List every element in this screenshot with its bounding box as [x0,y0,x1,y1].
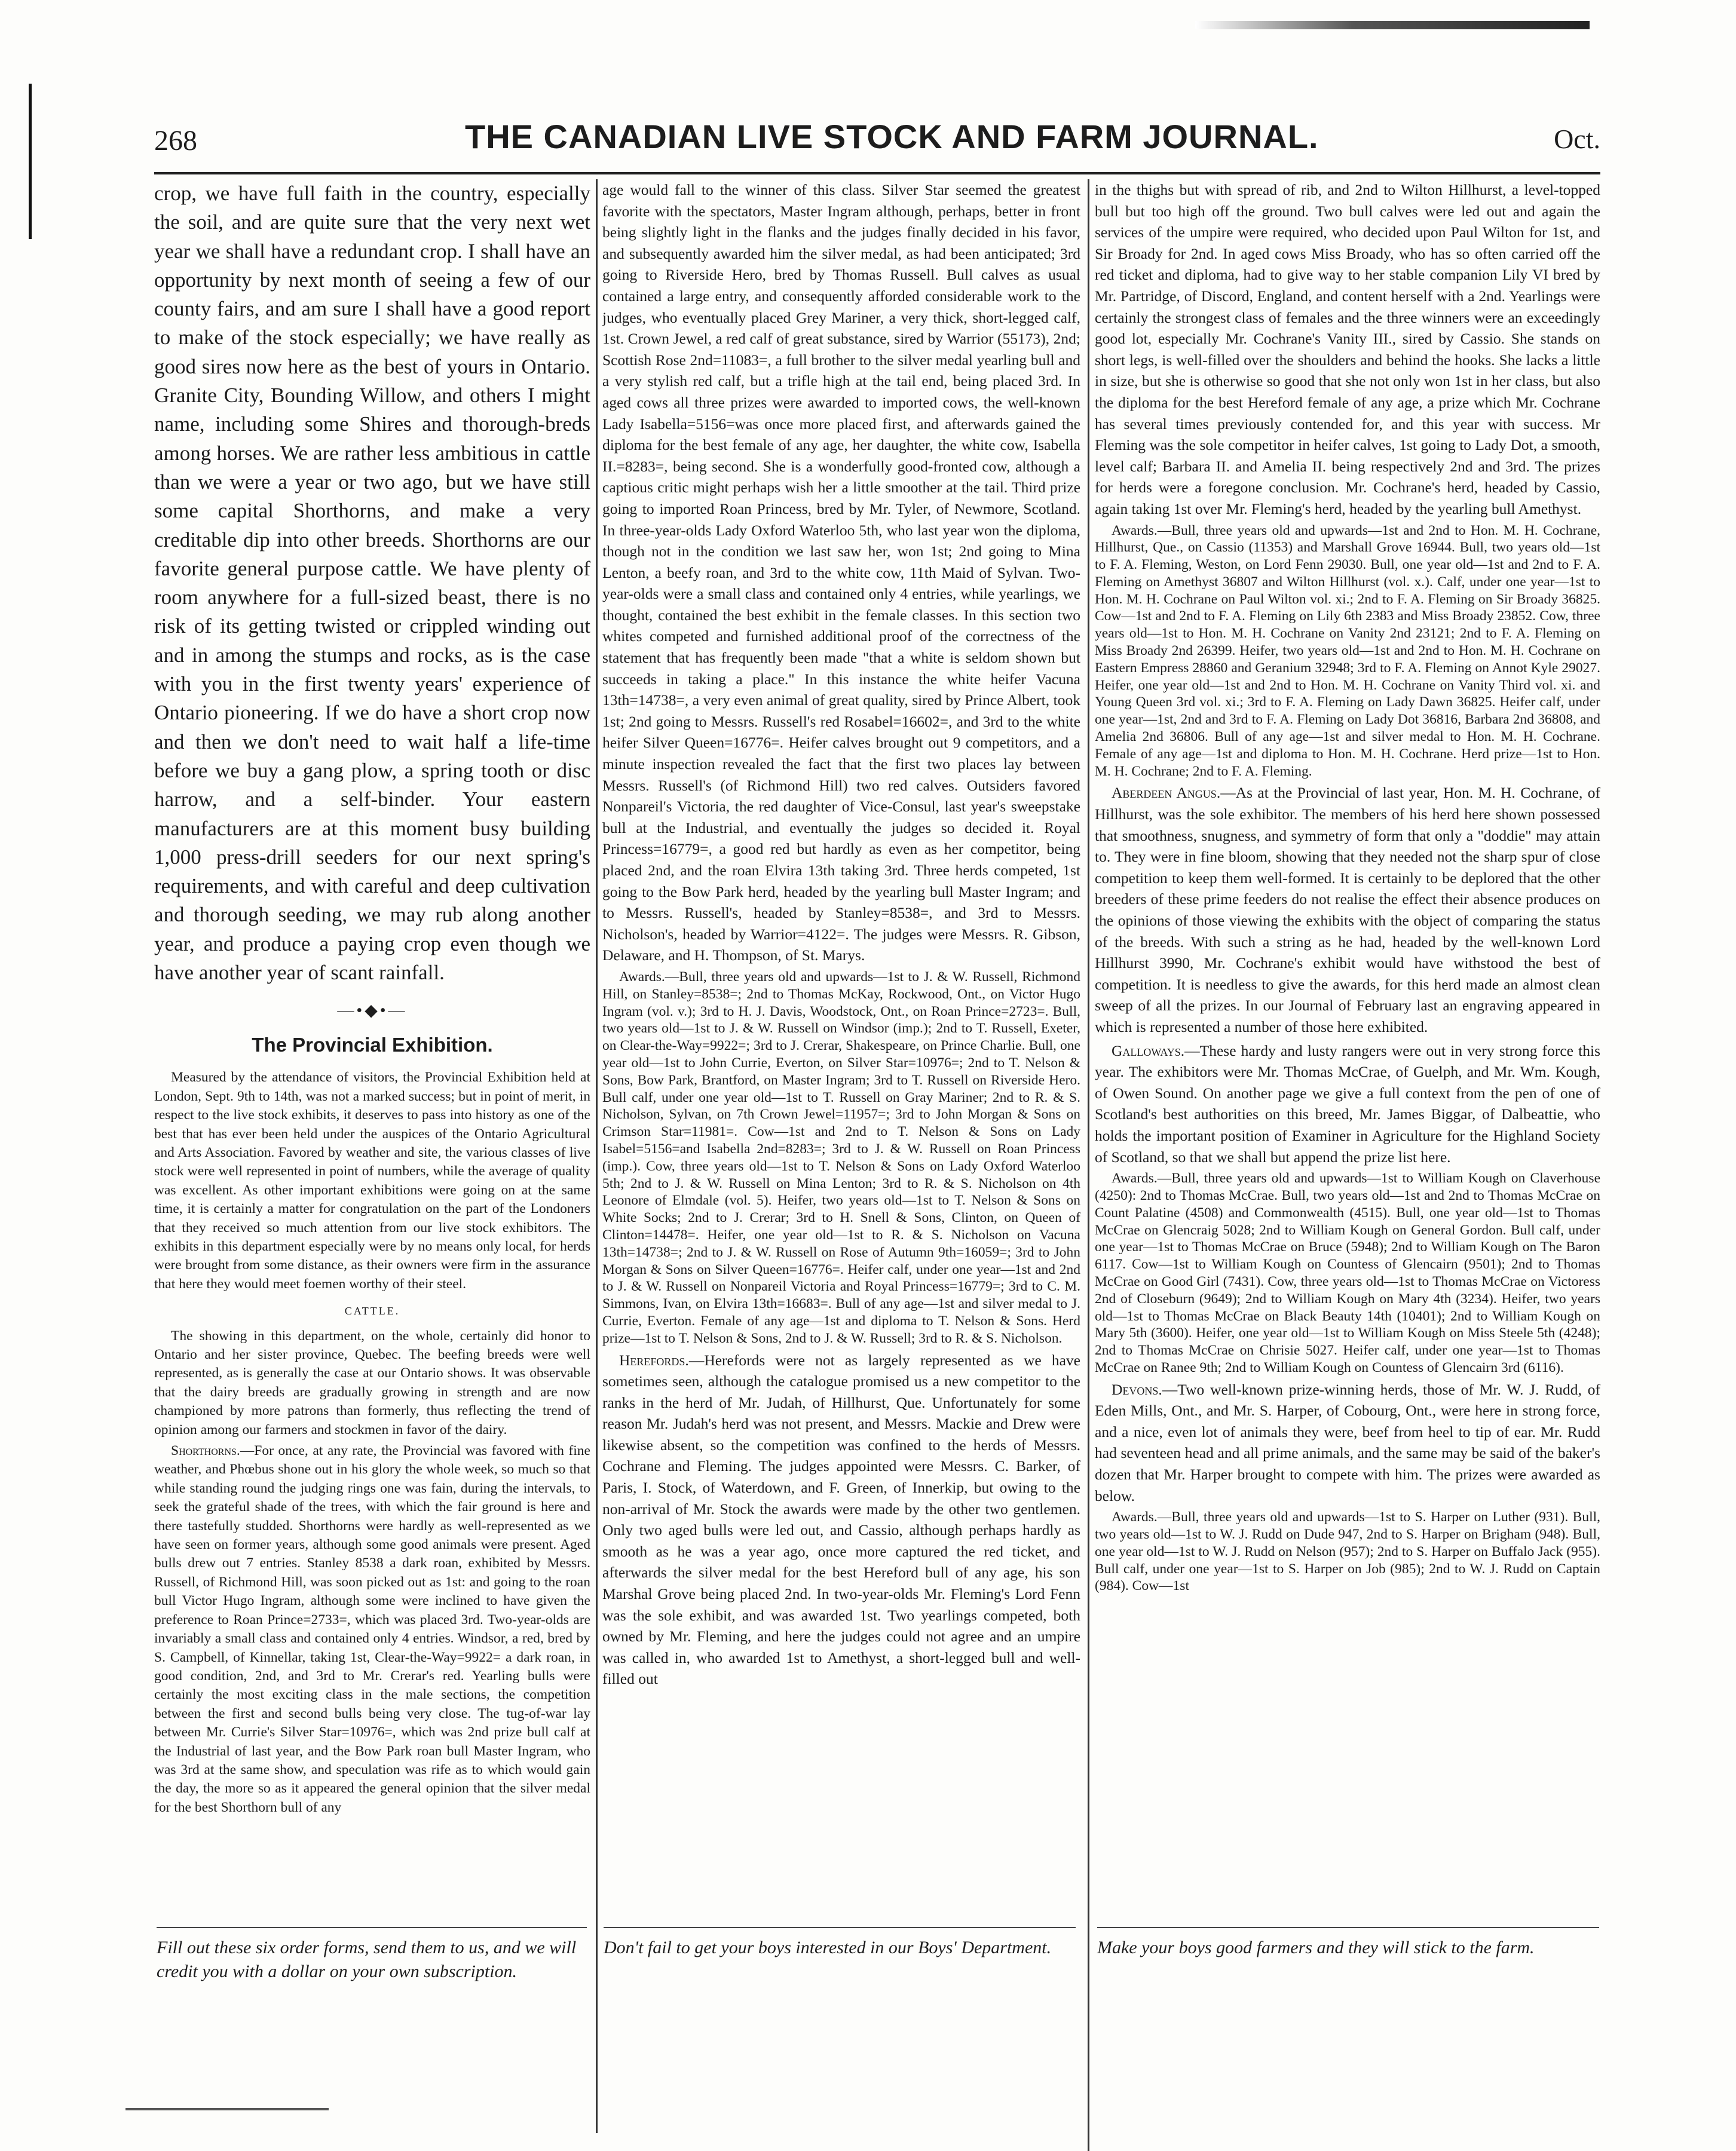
footnote-boys-department: Don't fail to get your boys interested in our Boys' Department. [604,1938,1052,1957]
hereford-results-paragraph: in the thighs but with spread of rib, and 2nd to Wilton Hillhurst, a level-topped bull but too high off the ground. Two bull calves were led out and again the services of the umpire were required, who decided upon Paul Wilton for 1st, and Sir Broady for 2nd. In aged cows Miss Broady, who has so often carried off the red ticket and diploma, had to give way to her stable companion Lily VI bred by Mr. Partridge, of Discord, England, and content herself with a 2nd. Yearlings were certainly the strongest class of females and the three winners were an exceedingly good lot, especially Mr. Cochrane's Vanity III., sired by Cassio. She stands on short legs, is well-filled over the shoulders and behind the hooks. She lacks a little in size, but she is otherwise so good that she not only won 1st in her class, but also the diploma for the best Hereford female of any age, a prize which Mr. Cochrane has several times previously contended for, and this year with success. Mr Fleming was the sole competitor in heifer calves, 1st going to Lady Dot, a smooth, level calf; Barbara II. and Amelia II. being respectively 2nd and 3rd. The prizes for herds were a foregone conclusion. Mr. Cochrane's herd, headed by Cassio, again taking 1st over Mr. Fleming's herd, headed by the yearling bull Amethyst. [1095,181,1600,517]
ornament-divider: —•◆•— [337,1001,408,1021]
aberdeen-paragraph [1095,782,1600,1037]
issue-month: Oct. [1554,124,1600,154]
margin-mark [29,84,32,239]
hereford-awards: Awards.—Bull, three years old and upwards—1st and 2nd to Hon. M. H. Cochrane, Hillhurst, Que., on Cassio (11353) and Marshall Grove 16944. Bull, two years old—1st to F. A. Fleming, Weston, on Lord Fenn 29030. Bull, one year old—1st and 2nd to F. A. Fleming on Amethyst 36807 and Wilton Hillhurst (vol. x.). Calf, under one year—1st to Hon. M. H. Cochrane on Paul Wilton vol. xi.; 2nd to F. A. Fleming on Sir Broady 36825. Cow—1st and 2nd to F. A. Fleming on Lily 6th 2383 and Miss Broady 23852. Cow, three years old—1st to Hon. M. H. Cochrane on Vanity 2nd 23121; 2nd to F. A. Fleming on Miss Broady 2nd 26399. Heifer, two years old—1st and 2nd to Hon. M. H. Cochrane on Eastern Empress 28860 and Geranium 32948; 3rd to F. A. Fleming on Annot Kyle 29027. Heifer, one year old—1st and 2nd to Hon. M. H. Cochrane on Vanity Third vol. xi. and Young Queen 3rd vol. xi.; 3rd to F. A. Fleming on Lady Dawn 36825. Heifer calf, under one year—1st, 2nd and 3rd to F. A. Fleming on Lady Dot 36816, Barbara 2nd 36808, and Amelia 2nd 36806. Bull of any age—1st and silver medal to Hon. M. H. Cochrane. Female of any age—1st and diploma to Hon. M. H. Cochrane. Herd prize—1st to Hon. M. H. Cochrane; 2nd to F. A. Fleming. [1095,522,1600,779]
galloways-paragraph [1095,1040,1600,1168]
aberdeen-text: —As at the Provincial of last year, Hon. M. H. Cochrane, of Hillhurst, was the sole exhibitor. The members of his herd here shown possessed that smoothness, snugness, and symmetry of form that only a "doddie" may attain to. They were in fine bloom, showing that they needed not the sharp spur of close competition to keep them well-formed. It is certainly to be deplored that the other breeders of these prime feeders do not realise the effect their absence produces on the opinions of those viewing the exhibits with the object of comparing the status of the breeds. With such a string as he had, headed by the well-known Lord Hillhurst 3990, Mr. Cochrane's exhibit would have withstood the best of competition. It is needless to give the awards, for this herd made an almost clean sweep of all the prizes. In our Journal of February last an engraving appeared in which is represented a number of those here exhibited. [1095,784,1600,1035]
journal-title: THE CANADIAN LIVE STOCK AND FARM JOURNAL. [465,118,1319,155]
page-header [154,117,1600,165]
herefords-text: —Herefords were not as largely represented as we have sometimes seen, although the catalogue promised us a new competitor to the ranks in the herd of Mr. Judah, of Hillhurst, Que. Unfortunately for some reason Mr. Judah's herd was not present, and Messrs. Mackie and Drew were likewise absent, so the competition was confined to the herds of Messrs. Cochrane and Fleming. The judges appointed were Messrs. C. Barker, of Paris, I. Stock, of Waterdown, and F. Green, of Innerkip, but owing to the non-arrival of Mr. Stock the awards were made by the other two gentlemen. Only two aged bulls were led out, and Cassio, although perhaps hardly as smooth as he was a year ago, once more captured the red ticket, and afterwards the silver medal for the best Hereford bull of any age, his son Marshal Grove being placed 2nd. In two-year-olds Mr. Fleming's Lord Fenn was the sole exhibit, and was awarded 1st. Two yearlings competed, both owned by Mr. Fleming, and here the judges could not agree and an umpire was called in, who awarded 1st to Amethyst, a short-legged bull and well-filled out [602,1351,1080,1688]
lead-paragraph: crop, we have full faith in the country, especially the soil, and are quite sure that the very next wet year we shall have a redundant crop. I shall have an opportunity by next month of seeing a few of our county fairs, and am sure I shall have a good report to make of the stock especially; we have really as good sires now here as the best of yours in Ontario. Granite City, Bounding Willow, and others I might name, including some Shires and thorough-breds among horses. We are rather less ambitious in cattle than we were a year or two ago, but we have still some capital Shorthorns, and make a very creditable dip into other breeds. Shorthorns are our favorite general purpose cattle. We have plenty of room anywhere for a full-sized beast, there is no risk of its getting twisted or crippled winding out and in among the stumps and rocks, as is the case with you in the first twenty years' experience of Ontario pioneering. If we do have a short crop now and then we don't need to wait half a life-time before we buy a gang plow, a spring tooth or disc harrow, and a self-binder. Your eastern manufacturers are at this moment busy building 1,000 press-drill seeders for our next spring's requirements, and with careful and deep cultivation and thorough seeding, we may rub along another year, and produce a paying crop even though we have another year of scant rainfall. [154,182,590,985]
footnote-rule [1097,1927,1599,1928]
shorthorns-text: —For once, at any rate, the Provincial was favored with fine weather, and Phœbus shone out in his glory the whole week, so much so that while standing round the judging rings one was fain, during the intervals, to seek the grateful shade of the trees, with which the fair ground is here and there tastefully studded. Shorthorns were hardly as well-represented as we have seen on former years, although some good animals were present. Aged bulls drew out 7 entries. Stanley 8538 a dark roan, exhibited by Messrs. Russell, of Richmond Hill, was soon picked out as 1st: and going to the roan bull Victor Hugo Ingram, although some were inclined to have given the preference to Roan Prince=2733=, which was placed 3rd. Two-year-olds are invariably a small class and contained only 4 entries. Windsor, a red, bred by S. Campbell, of Kinnellar, taking 1st, Clear-the-Way=9922= a dark roan, in good condition, 2nd, and 3rd to Mr. Crerar's red. Yearling bulls were certainly the most exciting class in the male sections, the competition between the first and second bulls being very close. The tug-of-war lay between Mr. Currie's Silver Star=10976=, which was 2nd prize bull calf at the Industrial of last year, and the Bow Park roan bull Master Ingram, who was 3rd at the same show, and speculation was rife as to which would gain the day, the more so as it appeared the general opinion that the silver medal for the best Shorthorn bull of any [154,1443,590,1815]
section-title: The Provincial Exhibition. [252,1034,493,1056]
herefords-paragraph [602,1350,1080,1690]
column-1 [154,179,590,1924]
cattle-paragraph: The showing in this department, on the whole, certainly did honor to Ontario and her sister province, Quebec. The beefing breeds were well represented, as is generally the case at our Ontario shows. It was observable that the dairy breeds are gradually growing in strength and are now championed by more patrons than formerly, thus reflecting the trend of opinion among our farmers and stockmen in favor of the dairy. [154,1328,590,1438]
herefords-label: Herefords. [619,1351,689,1369]
subhead-cattle: CATTLE. [344,1305,400,1317]
header-rule [154,172,1600,174]
shorthorn-results-paragraph: age would fall to the winner of this class. Silver Star seemed the greatest favorite with the spectators, Master Ingram although, perhaps, better in front being slightly light in the flanks and the judges finally decided in his favor, and subsequently awarded him the silver medal, as had been anticipated; 3rd going to Riverside Hero, bred by Thomas Russell. Bull calves as usual contained a large entry, and consequently afforded considerable work to the judges, who eventually placed Grey Mariner, a very thick, short-legged calf, 1st. Crown Jewel, a red calf of great substance, sired by Warrior (55173), 2nd; Scottish Rose 2nd=11083=, a full brother to the silver medal yearling bull and a very stylish red calf, but a trifle high at the tail end, being placed 3rd. In aged cows all three prizes were awarded to imported cows, the well-known Lady Isabella=5156=was once more placed first, and afterwards gained the diploma for the best female of any age, her daughter, the white cow, Isabella II.=8283=, being second. She is a wonderfully good-fronted cow, although a captious critic might perhaps wish her a little smoother at the tail. Third prize going to imported Roan Princess, bred by Mr. Tyler, of Newmore, Scotland. In three-year-olds Lady Oxford Waterloo 5th, who last year won the diploma, though not in the condition we last saw her, won 1st; 2nd going to Mina Lenton, a beefy roan, and 3rd to the white cow, 11th Maid of Sylvan. Two-year-olds were a small class and contained only 4 entries, while yearlings, we thought, contained the best exhibit in the female classes. In this section two whites competed and furnished additional proof of the correctness of the statement that has frequently been made "that a white is seldom shown but succeeds in taking a place." In this instance the white heifer Vacuna 13th=14738=, a very even animal of great quality, sired by Prince Albert, took 1st; 2nd going to Messrs. Russell's red Rosabel=16602=, and 3rd to the white heifer Silver Queen=16776=. Heifer calves brought out 9 competitors, and a minute inspection revealed the fact that the first two places lay between Messrs. Russell's (of Richmond Hill) two red calves. Outsiders favored Nonpareil's Victoria, the red daughter of Vice-Consul, last year's sweepstake bull at the Industrial, and eventually the judges so decided it. Royal Princess=16779=, a good red but hardly as even as her competitor, being placed 2nd, and the roan Elvira 13th taking 3rd. Three herds competed, 1st going to the Bow Park herd, headed by the yearling bull Master Ingram; and to Messrs. Russell's, headed by Stanley=8538=, and 3rd to Messrs. Nicholson's, headed by Warrior=4122=. The judges were Messrs. R. Gibson, Delaware, and H. Thompson, of St. Marys. [602,181,1080,964]
devons-text: —Two well-known prize-winning herds, those of Mr. W. J. Rudd, of Eden Mills, Ont., and Mr. S. Harper, of Cobourg, Ont., were here in strong force, and a nice, even lot of animals they were, beef from heel to tip of ear. Mr. Rudd had seventeen head and all prime animals, and the same may be said of the baker's dozen that Mr. Harper brought to compete with him. The prizes were awarded as below. [1095,1380,1600,1505]
scan-artifact-bottom [125,2108,329,2110]
column-2 [602,179,1080,2061]
devons-label: Devons. [1112,1380,1162,1398]
footnote-rule [604,1927,1076,1928]
footnote-order-forms: Fill out these six order forms, send them to us, and we will credit you with a dollar on your own subscription. [157,1938,577,1981]
devons-paragraph [1095,1379,1600,1507]
page-number: 268 [154,125,197,157]
shorthorns-paragraph [154,1442,590,1817]
galloway-awards: Awards.—Bull, three years old and upwards—1st to William Kough on Claverhouse (4250): 2nd to Thomas McCrae. Bull, two years old—1st and 2nd to Thomas McCrae on Count Palatine (4508) and Commonwealth (4515). Bull, one year old—1st to Thomas McCrae on Glencraig 5028; 2nd to William Kough on General Gordon. Bull calf, under one year—1st to Thomas McCrae on Bruce (5948); 2nd to William Kough on The Baron 6117. Cow—1st to William Kough on Countess of Glencairn (9501); 2nd to Thomas McCrae on Good Girl (7431). Cow, three years old—1st to Thomas McCrae on Victoress 2nd of Closeburn (9649); 2nd to William Kough on Mary 4th (3234). Heifer, two years old—1st to Thomas McCrae on Black Beauty 14th (10401); 2nd to William Kough on Mary 5th (3600). Heifer, one year old—1st to William Kough on Miss Steele 5th (4248); 2nd to Thomas McCrae on Chrisie 5027. Heifer calf, under one year—1st to Thomas McCrae on Ranee 9th; 2nd to William Kough on Countess of Glencairn 3rd (6116). [1095,1171,1600,1375]
column-divider [1088,179,1089,2151]
devon-awards: Awards.—Bull, three years old and upwards—1st to S. Harper on Luther (931). Bull, two years old—1st to W. J. Rudd on Dude 947, 2nd to S. Harper on Brigham (948). Bull, one year old—1st to W. J. Rudd on Nelson (957); 2nd to S. Harper on Buffalo Jack (955). Bull calf, under one year—1st to S. Harper on Job (985); 2nd to W. J. Rudd on Captain (984). Cow—1st [1095,1509,1600,1594]
footnote-good-farmers: Make your boys good farmers and they will stick to the farm. [1097,1938,1535,1957]
footnote-rule [157,1927,587,1928]
scan-artifact-top [1195,21,1590,29]
intro-paragraph: Measured by the attendance of visitors, the Provincial Exhibition held at London, Sept. 9th to 14th, was not a marked success; but in point of merit, in respect to the live stock exhibits, it deserves to pass into history as one of the best that has ever been held under the auspices of the Ontario Agricultural and Arts Association. Favored by weather and site, the various classes of live stock were well represented in point of numbers, while the average of quality was excellent. As other important exhibitions were going on at the same time, it is certainly a matter for congratulation on the part of the Londoners that they received so much attention from our live stock exhibitors. The exhibits in this department especially were by no means only local, for herds were brought from some distance, as their owners were firm in the assurance that here they would meet foemen worthy of their steel. [154,1070,590,1292]
aberdeen-label: Aberdeen Angus. [1112,784,1221,802]
shorthorns-label: Shorthorns. [171,1443,240,1459]
shorthorn-awards: Awards.—Bull, three years old and upwards—1st to J. & W. Russell, Richmond Hill, on Stanley=8538=; 2nd to Thomas McKay, Rockwood, Ont., on Victor Hugo Ingram (vol. v.); 3rd to H. J. Davis, Woodstock, Ont., on Roan Prince=2723=. Bull, two years old—1st to J. & W. Russell on Windsor (imp.); 2nd to T. Russell, Exeter, on Clear-the-Way=9922=; 3rd to J. Crerar, Shakespeare, on Prince Charlie. Bull, one year old—1st to John Currie, Everton, on Silver Star=10976=; 2nd to T. Nelson & Sons, Bow Park, Brantford, on Master Ingram; 3rd to T. Russell on Riverside Hero. Bull calf, under one year old—1st to T. Russell on Gray Mariner; 2nd to R. & S. Nicholson, Sylvan, on 7th Crown Jewel=11957=; 3rd to John Morgan & Sons on Crimson Star=11981=. Cow—1st and 2nd to T. Nelson & Sons on Lady Isabel=5156=and Isabella 2nd=8283=; 3rd to J. & W. Russell on Roan Princess (imp.). Cow, three years old—1st to T. Nelson & Sons on Lady Oxford Waterloo 5th; 2nd to J. & W. Russell on Mina Lenton; 3rd to R. & S. Nicholson on 4th Leonore of Elmdale (vol. 5). Heifer, two years old—1st to T. Nelson & Sons on White Socks; 2nd to J. Crerar; 3rd to H. Snell & Sons, Clinton, on Queen of Clinton=14478=. Heifer, one year old—1st to R. & S. Nicholson on Vacuna 13th=14738=; 2nd to J. & W. Russell on Rose of Autumn 9th=16059=; 3rd to John Morgan & Sons on Silver Queen=16776=. Heifer calf, under one year—1st and 2nd to J. & W. Russell on Nonpareil Victoria and Royal Princess=16779=; 3rd to C. M. Simmons, Ivan, on Elvira 13th=16683=. Bull of any age—1st and silver medal to J. Currie, Everton. Female of any age—1st and diploma to T. Nelson & Sons. Herd prize—1st to T. Nelson & Sons, 2nd to J. & W. Russell; 3rd to R. & S. Nicholson. [602,969,1080,1346]
column-divider [596,179,598,2133]
galloways-text: —These hardy and lusty rangers were out in very strong force this year. The exhibitors were Mr. Thomas McCrae, of Guelph, and Mr. Wm. Kough, of Owen Sound. On another page we give a full context from the pen of one of Scotland's best authorities on this breed, Mr. James Biggar, of Dalbeattie, who holds the important position of Examiner in Agriculture for the Highland Society of Scotland, so that we shall but append the prize list here. [1095,1041,1600,1166]
column-3 [1095,179,1600,2061]
galloways-label: Galloways. [1112,1041,1185,1059]
